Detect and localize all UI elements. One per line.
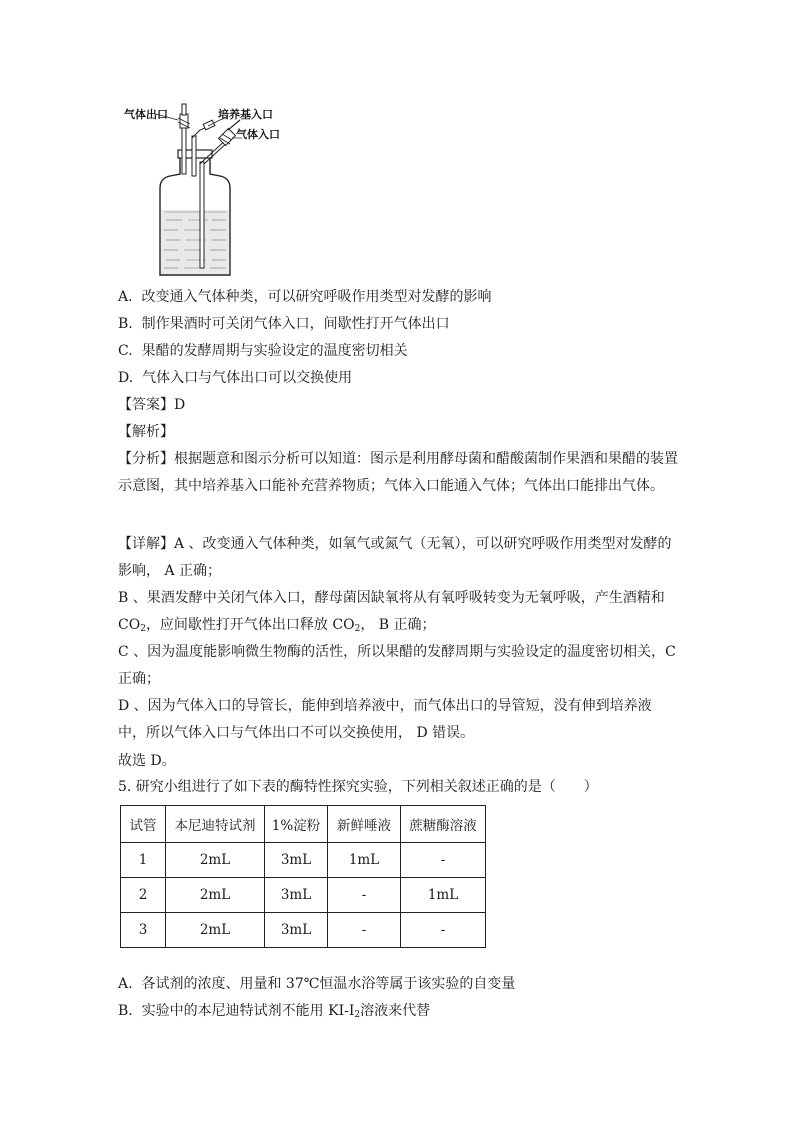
table-cell: 3mL	[265, 843, 328, 878]
q4-option-a: A. 改变通入气体种类，可以研究呼吸作用类型对发酵的影响	[118, 289, 492, 305]
table-cell: 2mL	[166, 913, 265, 948]
q4-xiangjie-d: D 、因为气体入口的导管长，能伸到培养液中，而气体出口的导管短，没有伸到培养液中，所以气体入口与气体出口不可以交换使用， D 错误。	[118, 698, 652, 741]
q5-option-b: B. 实验中的本尼迪特试剂不能用 $KI-I_2$溶液来代替	[118, 1003, 431, 1020]
table-cell: 2mL	[166, 878, 265, 913]
table-row	[121, 913, 486, 948]
gas-inlet-label: 气体入口	[236, 128, 280, 141]
table-cell: 2mL	[166, 843, 265, 878]
q4-xiangjie-b: B 、果酒发酵中关闭气体入口，酵母菌因缺氧将从有氧呼吸转变为无氧呼吸，产生酒精和$CO_2$，应间歇性打开气体出口释放 $CO_2$， B 正确；	[118, 590, 665, 634]
enzyme-experiment-table	[120, 805, 486, 948]
table-header-cell: 蔗糖酶溶液	[401, 806, 486, 843]
xiangjie-tag: 【详解】	[118, 536, 174, 552]
table-row	[121, 878, 486, 913]
gas-outlet-label: 气体出口	[124, 108, 168, 121]
apparatus-drawing	[118, 100, 318, 278]
table-row	[121, 843, 486, 878]
table-header-cell: 新鲜唾液	[328, 806, 401, 843]
table-cell: -	[328, 913, 401, 948]
table-cell: 3mL	[265, 913, 328, 948]
table-header-cell: 试管	[121, 806, 166, 843]
answer-tag: 【答案】	[118, 397, 174, 413]
q4-option-b: B. 制作果酒时可关闭气体入口，间歇性打开气体出口	[118, 316, 450, 332]
medium-inlet-label: 培养基入口	[218, 108, 273, 121]
table-cell: 1mL	[401, 878, 486, 913]
q4-conclusion: 故选 D。	[118, 753, 176, 769]
table-header-row	[121, 806, 486, 843]
table-cell: -	[328, 878, 401, 913]
fermentation-apparatus-figure	[118, 100, 318, 278]
fenxi-text: 根据题意和图示分析可以知道：图示是利用酵母菌和醋酸菌制作果酒和果醋的装置示意图，其中培养基入口能补充营养物质；气体入口能通入气体；气体出口能排出气体。	[118, 451, 678, 494]
table-header-cell: 1%淀粉	[265, 806, 328, 843]
table-cell: 3	[121, 913, 166, 948]
table-cell: 3mL	[265, 878, 328, 913]
q4-option-c: C. 果醋的发酵周期与实验设定的温度密切相关	[118, 343, 408, 359]
q4-option-d: D. 气体入口与气体出口可以交换使用	[118, 370, 353, 386]
fenxi-tag: 【分析】	[118, 451, 174, 467]
q4-answer	[118, 395, 185, 415]
table-cell: 1mL	[328, 843, 401, 878]
table-cell: 1	[121, 843, 166, 878]
q5-option-a: A. 各试剂的浓度、用量和 37℃恒温水浴等属于该实验的自变量	[118, 976, 516, 992]
q4-xiangjie-a: 【详解】A 、改变通入气体种类，如氧气或氮气（无氧），可以研究呼吸作用类型对发酵的影响， A 正确；	[118, 536, 672, 579]
q5-stem: 5. 研究小组进行了如下表的酶特性探究实验，下列相关叙述正确的是（ ）	[118, 779, 598, 795]
table-cell: 2	[121, 878, 166, 913]
answer-value: D	[174, 397, 186, 413]
table-cell: -	[401, 913, 486, 948]
q4-fenxi-paragraph	[118, 446, 678, 500]
q4-xiangjie-c: C 、因为温度能影响微生物酶的活性，所以果醋的发酵周期与实验设定的温度密切相关，C 正确；	[118, 644, 676, 687]
q4-analysis-tag: 【解析】	[118, 424, 174, 440]
table-header-cell: 本尼迪特试剂	[166, 806, 265, 843]
table-cell: -	[401, 843, 486, 878]
